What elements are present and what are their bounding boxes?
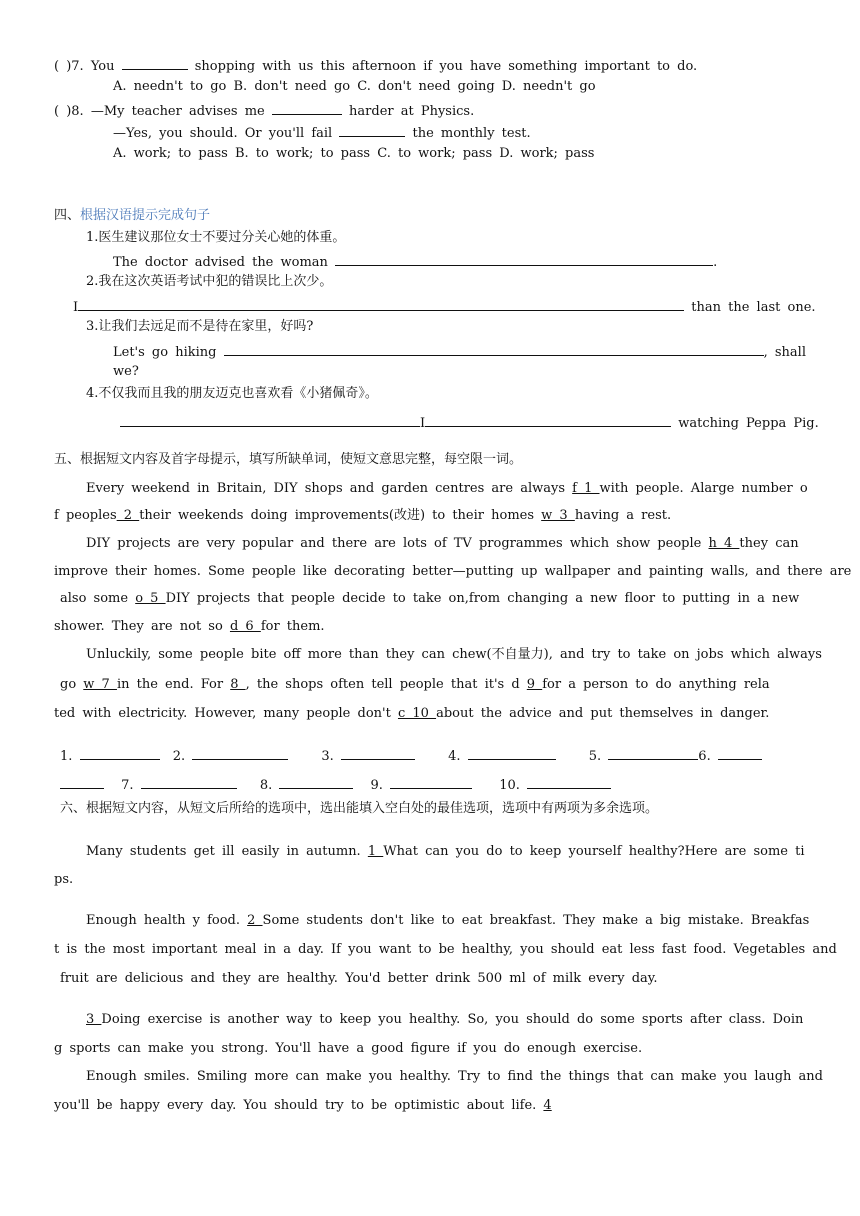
answer-label: 10.: [499, 778, 520, 793]
question-text: harder at Physics.: [349, 104, 475, 119]
passage-6-line: fruit are delicious and they are healthy. You'd better drink 500 ml of milk every day.: [60, 971, 658, 986]
gap-4[interactable]: h 4: [708, 536, 740, 551]
sentence-end: watching Peppa Pig.: [678, 416, 819, 431]
passage-6-line: g sports can make you strong. You'll have a good figure if you do enough exercise.: [54, 1041, 643, 1056]
passage-6-line: [86, 843, 805, 861]
answer-line-3[interactable]: [341, 745, 415, 760]
passage-text: shower. They are not so: [54, 619, 223, 634]
question-text: shopping with us this afternoon if you have something important to do.: [194, 59, 698, 74]
answer-label: 4.: [448, 749, 461, 764]
answer-line-6b[interactable]: [60, 774, 104, 789]
sentence-4-english: [120, 412, 819, 433]
section-6-heading: 六、根据短文内容，从短文后所给的选项中，选出能填入空白处的最佳选项，选项中有两项为多余选项。: [60, 801, 659, 816]
passage-5-line: [54, 507, 671, 525]
passage-6-line: t is the most important meal in a day. If you want to be healthy, you should eat less fast food. Vegetables and: [54, 942, 837, 957]
sentence-3-chinese: 3.让我们去远足而不是待在家里，好吗?: [86, 319, 314, 334]
passage-text: Enough health y food.: [86, 913, 240, 928]
sentence-1-chinese: 1.医生建议那位女士不要过分关心她的体重。: [86, 230, 346, 245]
passage-5-line: [86, 480, 808, 498]
sentence-end: than the last one.: [691, 300, 816, 315]
sentence-3-wrap: we?: [113, 364, 139, 379]
sentence-3-english: [113, 341, 806, 362]
passage-5-line: Unluckily, some people bite off more than they can chew(不自量力), and try to take on jobs which always: [86, 647, 822, 662]
question-text: You: [90, 59, 115, 74]
passage-text: DIY projects are very popular and there are lots of TV programmes which show people: [86, 536, 702, 551]
passage-6-line: [86, 912, 809, 930]
answer-blank[interactable]: [120, 412, 420, 427]
answer-blank[interactable]: [78, 296, 684, 311]
answer-blank[interactable]: [425, 412, 671, 427]
answer-line-7[interactable]: [141, 774, 237, 789]
answer-blank[interactable]: [335, 251, 713, 266]
blank-4[interactable]: 4: [543, 1098, 552, 1113]
gap-1[interactable]: f 1: [572, 481, 600, 496]
question-text: —My teacher advises me: [90, 104, 265, 119]
answer-blank[interactable]: [272, 100, 342, 115]
answer-line-1[interactable]: [80, 745, 160, 760]
gap-7[interactable]: w 7: [83, 677, 117, 692]
gap-9[interactable]: 9: [526, 677, 543, 692]
gap-5[interactable]: o 5: [135, 591, 166, 606]
section-number: 四、: [54, 208, 81, 223]
answer-line-6a[interactable]: [718, 745, 762, 760]
answer-blank[interactable]: [339, 122, 405, 137]
gap-3[interactable]: w 3: [541, 508, 575, 523]
question-7-options: A. needn't to go B. don't need go C. don't need going D. needn't go: [113, 79, 596, 94]
passage-text: with people. Alarge number o: [599, 481, 808, 496]
passage-text: ted with electricity. However, many people don't: [54, 706, 391, 721]
passage-text: you'll be happy every day. You should try to be optimistic about life.: [54, 1098, 537, 1113]
section-4-heading: [54, 207, 210, 225]
answer-label: 9.: [370, 778, 383, 793]
passage-text: their weekends doing improvements(改进) to their homes: [139, 508, 535, 523]
question-8: [54, 100, 474, 121]
blank-2[interactable]: 2: [247, 913, 263, 928]
passage-text: Every weekend in Britain, DIY shops and garden centres are always: [86, 481, 566, 496]
passage-text: go: [60, 677, 77, 692]
answer-label: 7.: [121, 778, 134, 793]
answer-row-2: [60, 774, 611, 795]
passage-6-line: Enough smiles. Smiling more can make you healthy. Try to find the things that can make you laugh and: [86, 1069, 823, 1084]
answer-line-9[interactable]: [390, 774, 472, 789]
gap-8[interactable]: 8: [230, 677, 246, 692]
sentence-text: I: [73, 300, 79, 315]
blank-1[interactable]: 1: [367, 844, 384, 859]
answer-blank[interactable]: [224, 341, 764, 356]
answer-label: 2.: [172, 749, 186, 764]
answer-paren: ( )8.: [54, 104, 84, 119]
passage-text: Many students get ill easily in autumn.: [86, 844, 361, 859]
section-title: 根据汉语提示完成句子: [80, 208, 211, 223]
passage-text: What can you do to keep yourself healthy?Here are some ti: [383, 844, 805, 859]
passage-6-line: [54, 1097, 552, 1115]
answer-line-2[interactable]: [192, 745, 288, 760]
answer-blank[interactable]: [122, 55, 188, 70]
passage-5-line: [54, 705, 769, 723]
passage-text: about the advice and put themselves in danger.: [436, 706, 770, 721]
passage-text: f peoples: [54, 508, 117, 523]
passage-text: Doing exercise is another way to keep you healthy. So, you should do some sports after class. Doin: [101, 1012, 804, 1027]
passage-5-line: [54, 618, 325, 636]
passage-5-line: [60, 590, 799, 608]
passage-text: , the shops often tell people that it's d: [245, 677, 520, 692]
answer-line-8[interactable]: [279, 774, 353, 789]
reply-text: the monthly test.: [412, 126, 531, 141]
answer-label: 3.: [321, 749, 334, 764]
section-5-heading: 五、根据短文内容及首字母提示，填写所缺单词，使短文意思完整，每空限一词。: [54, 452, 523, 467]
answer-row-1: [60, 745, 762, 766]
passage-6-line: [86, 1011, 803, 1029]
passage-5-line: [60, 676, 770, 694]
passage-text: for a person to do anything rela: [542, 677, 770, 692]
question-7: [54, 55, 697, 76]
question-8-options: A. work; to pass B. to work; to pass C. to work; pass D. work; pass: [113, 146, 595, 161]
passage-text: they can: [739, 536, 799, 551]
gap-10[interactable]: c 10: [397, 706, 437, 721]
sentence-text: The doctor advised the woman: [113, 255, 328, 270]
passage-5-line: [86, 535, 799, 553]
sentence-2-english: [73, 296, 816, 317]
answer-label: 6.: [698, 749, 711, 764]
sentence-end: , shall: [763, 345, 806, 360]
gap-6[interactable]: d 6: [229, 619, 261, 634]
reply-text: —Yes, you should. Or you'll fail: [113, 126, 333, 141]
blank-3[interactable]: 3: [86, 1012, 102, 1027]
sentence-text: Let's go hiking: [113, 345, 217, 360]
passage-text: for them.: [260, 619, 325, 634]
answer-label: 5.: [588, 749, 602, 764]
passage-text: also some: [60, 591, 129, 606]
passage-text: having a rest.: [574, 508, 672, 523]
answer-label: 1.: [60, 749, 73, 764]
answer-paren: ( )7.: [54, 59, 84, 74]
passage-text: Some students don't like to eat breakfast. They make a big mistake. Breakfas: [262, 913, 810, 928]
answer-line-10[interactable]: [527, 774, 611, 789]
gap-2[interactable]: 2: [116, 508, 140, 523]
question-8-reply: [113, 122, 531, 143]
answer-line-4[interactable]: [468, 745, 556, 760]
sentence-1-english: [113, 251, 717, 272]
sentence-text: I: [420, 416, 426, 431]
answer-label: 8.: [259, 778, 273, 793]
sentence-4-chinese: 4.不仅我而且我的朋友迈克也喜欢看《小猪佩奇》。: [86, 386, 378, 401]
passage-text: in the end. For: [116, 677, 224, 692]
passage-6-line: ps.: [54, 872, 74, 887]
sentence-end: .: [713, 255, 718, 270]
answer-line-5[interactable]: [608, 745, 698, 760]
passage-5-line: improve their homes. Some people like decorating better—putting up wallpaper and painting walls, and there are: [54, 564, 852, 579]
passage-text: DIY projects that people decide to take on,from changing a new floor to putting in a new: [165, 591, 800, 606]
sentence-2-chinese: 2.我在这次英语考试中犯的错误比上次少。: [86, 274, 333, 289]
